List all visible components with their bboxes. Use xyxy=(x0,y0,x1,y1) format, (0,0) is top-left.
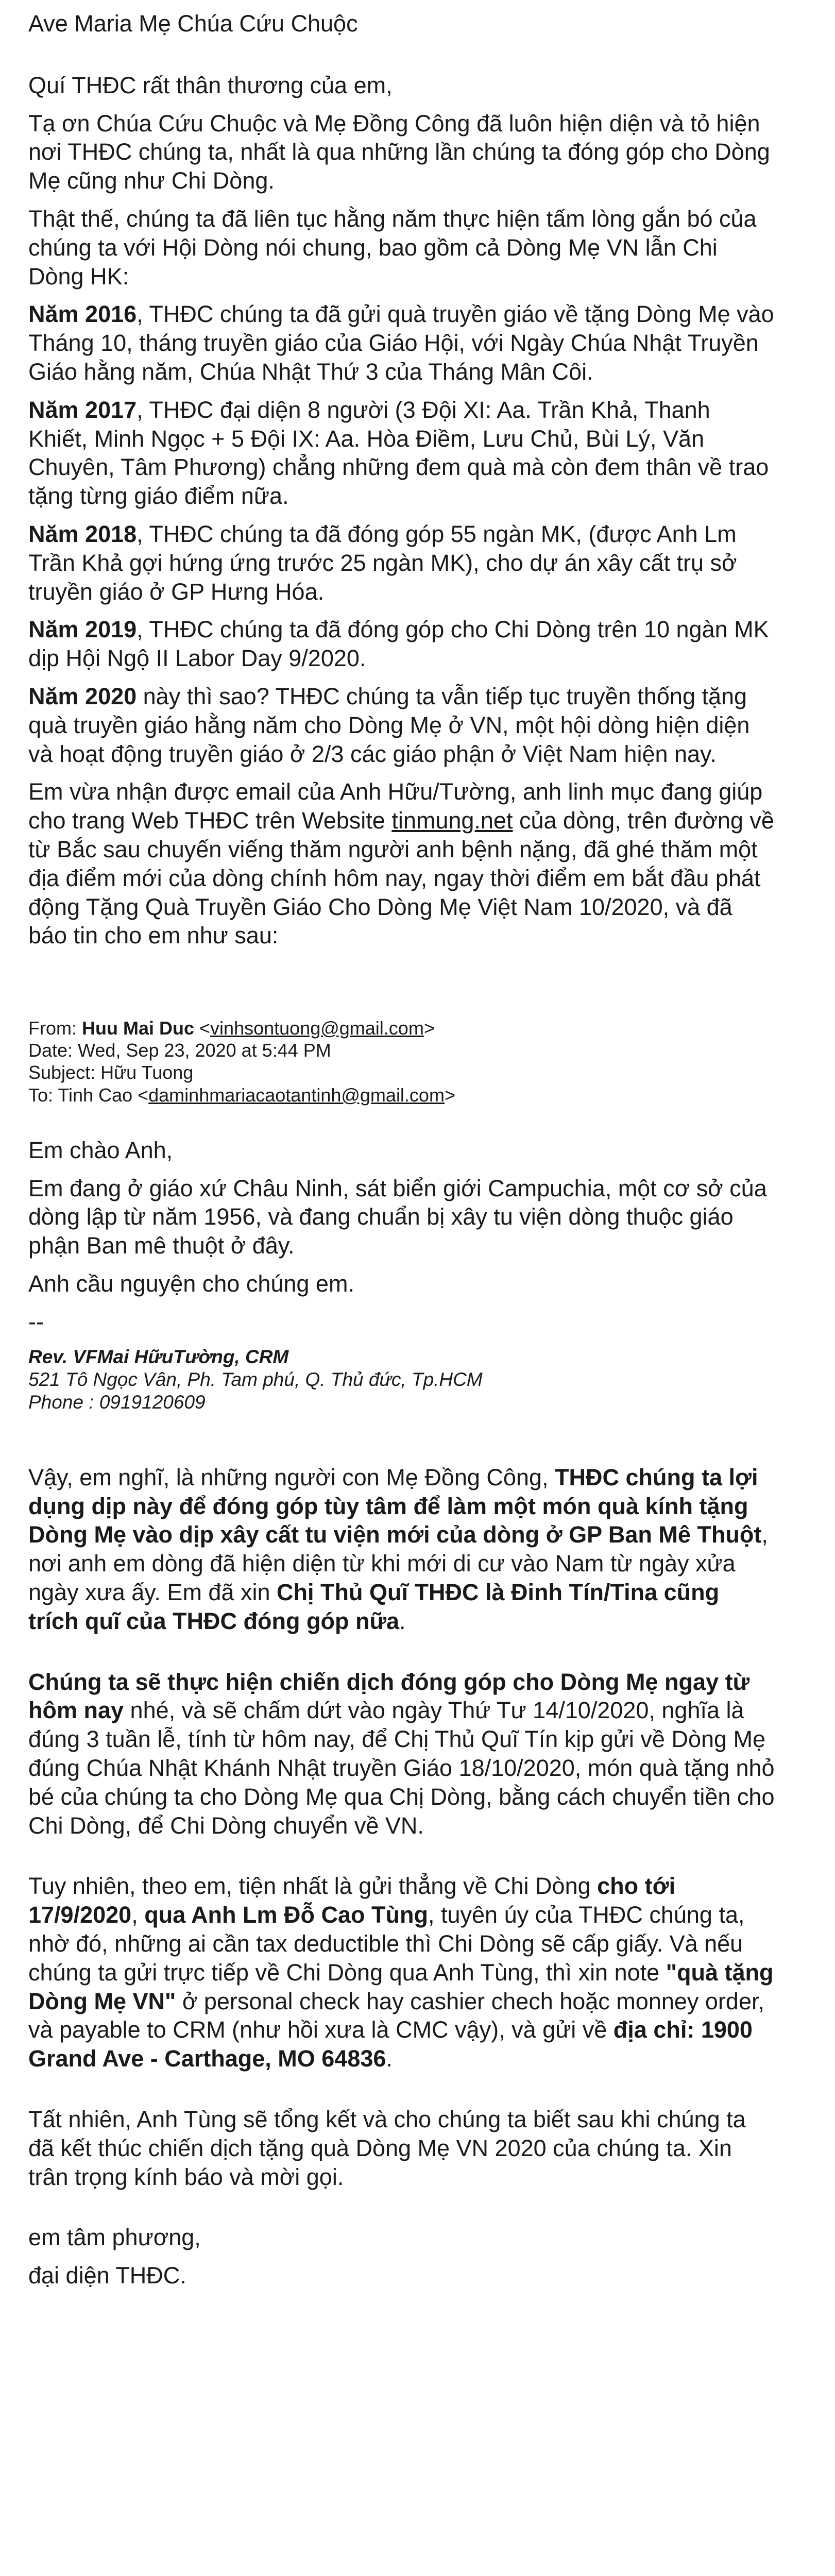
from-line: From: Huu Mai Duc <vinhsontuong@gmail.com> xyxy=(28,1018,435,1039)
email-signature xyxy=(28,1346,775,1414)
signature-phone: Phone : 0919120609 xyxy=(28,1392,206,1413)
email-content xyxy=(28,9,775,2299)
forwarded-email-header xyxy=(28,1017,775,1106)
email-message: Em đang ở giáo xứ Châu Ninh, sát biển giới Campuchia, một cơ sở của dòng lập từ năm 1956, và đang chuẩn bị xây tu viện dòng thuộc giáo phận Ban mê thuột ở đây. xyxy=(28,1175,767,1259)
year-label: Năm 2020 xyxy=(28,683,137,709)
paragraph-proposal: Vậy, em nghĩ, là những người con Mẹ Đồng Công, THĐC chúng ta lợi dụng dịp này để đóng góp tùy tâm để làm một món quà kính tặng Dòng Mẹ vào dịp xây cất tu viện mới của dòng ở GP Ban Mê Thuột, nơi anh em dòng đã hiện diện từ khi mới di cư vào Nam từ ngày xửa ngày xưa ấy. Em đã xin Chị Thủ Quĩ THĐC là Đinh Tín/Tina cũng trích quĩ của THĐC đóng góp nữa. xyxy=(28,1464,768,1634)
closing-signoff: em tâm phương, xyxy=(28,2224,201,2251)
year-2020 xyxy=(28,682,775,768)
signature-address: 521 Tô Ngọc Vân, Ph. Tam phú, Q. Thủ đức, Tp.HCM xyxy=(28,1369,483,1391)
year-text: , THĐC đại diện 8 người (3 Đội XI: Aa. Trần Khả, Thanh Khiết, Minh Ngọc + 5 Đội IX: Aa. Hòa Điềm, Lưu Chủ, Bùi Lý, Văn Chuyên, Tâm Phương) chẳng những đem quà mà còn đem thân về trao tặng từng giáo điểm nữa. xyxy=(28,396,769,510)
email-prayer: Anh cầu nguyện cho chúng em. xyxy=(28,1270,354,1297)
year-2019 xyxy=(28,615,775,673)
signature-name: Rev. VFMai HữuTường, CRM xyxy=(28,1346,289,1367)
sender-name: Huu Mai Duc xyxy=(82,1018,195,1039)
closing-representative: đại diện THĐC. xyxy=(28,2262,186,2289)
year-text: này thì sao? THĐC chúng ta vẫn tiếp tục truyền thống tặng quà truyền giáo hằng năm cho Dòng Mẹ ở VN, một hội dòng hiện diện và hoạt động truyền giáo ở 2/3 các giáo phận ở Việt Nam hiện nay. xyxy=(28,683,750,767)
to-line: To: Tinh Cao <daminhmariacaotantinh@gmail.com> xyxy=(28,1084,455,1106)
year-text: , THĐC chúng ta đã gửi quà truyền giáo về tặng Dòng Mẹ vào Tháng 10, tháng truyền giáo của Giáo Hội, với Ngày Chúa Nhật Truyền Giáo hằng năm, Chúa Nhật Thứ 3 của Tháng Mân Côi. xyxy=(28,301,774,385)
greeting: Quí THĐC rất thân thương của em, xyxy=(28,72,393,98)
year-label: Năm 2016 xyxy=(28,301,137,328)
website-link[interactable]: tinmung.net xyxy=(391,807,513,834)
year-label: Năm 2017 xyxy=(28,396,137,423)
year-2017 xyxy=(28,396,775,511)
paragraph-payment: Tuy nhiên, theo em, tiện nhất là gửi thẳng về Chi Dòng cho tới 17/9/2020, qua Anh Lm Đỗ Cao Tùng, tuyên úy của THĐC chúng ta, nhờ đó, những ai cần tax deductible thì Chi Dòng sẽ cấp giấy. Và nếu chúng ta gửi trực tiếp về Chi Dòng qua Anh Tùng, thì xin note "quà tặng Dòng Mẹ VN" ở personal check hay cashier chech hoặc monney order, và payable to CRM (như hồi xưa là CMC vậy), và gửi về địa chỉ: 1900 Grand Ave - Carthage, MO 64836. xyxy=(28,1873,774,2072)
paragraph-commitment: Thật thế, chúng ta đã liên tục hằng năm thực hiện tấm lòng gắn bó của chúng ta với Hội Dòng nói chung, bao gồm cả Dòng Mẹ VN lẫn Chi Dòng HK: xyxy=(28,205,757,290)
subject-line: Subject: Hữu Tuong xyxy=(28,1062,194,1083)
year-text: , THĐC chúng ta đã đóng góp cho Chi Dòng trên 10 ngàn MK dịp Hội Ngộ II Labor Day 9/2020. xyxy=(28,616,769,672)
paragraph-email-intro: Em vừa nhận được email của Anh Hữu/Tường, anh linh mục đang giúp cho trang Web THĐC trên Website tinmung.net của dòng, trên đường về từ Bắc sau chuyến viếng thăm người anh bệnh nặng, đã ghé thăm một địa điểm mới của dòng chính hôm nay, ngay thời điểm em bắt đầu phát động Tặng Quà Truyền Giáo Cho Dòng Mẹ Việt Nam 10/2020, và đã báo tin cho em như sau: xyxy=(28,778,774,949)
year-label: Năm 2018 xyxy=(28,520,137,547)
paragraph-intro: Tạ ơn Chúa Cứu Chuộc và Mẹ Đồng Công đã luôn hiện diện và tỏ hiện nơi THĐC chúng ta, nhất là qua những lần chúng ta đóng góp cho Dòng Mẹ cũng như Chi Dòng. xyxy=(28,110,770,194)
year-2018 xyxy=(28,520,775,606)
sender-email-link[interactable]: vinhsontuong@gmail.com xyxy=(210,1018,424,1039)
email-greeting: Em chào Anh, xyxy=(28,1137,173,1163)
year-2016 xyxy=(28,300,775,386)
year-label: Năm 2019 xyxy=(28,616,137,643)
recipient-email-link[interactable]: daminhmariacaotantinh@gmail.com xyxy=(148,1084,445,1106)
forwarded-email-body xyxy=(28,1136,775,1414)
paragraph-conclusion: Tất nhiên, Anh Tùng sẽ tổng kết và cho chúng ta biết sau khi chúng ta đã kết thúc chiến dịch tặng quà Dòng Mẹ VN 2020 của chúng ta. Xin trân trọng kính báo và mời gọi. xyxy=(28,2106,746,2190)
signature-separator: -- xyxy=(28,1308,44,1335)
date-line: Date: Wed, Sep 23, 2020 at 5:44 PM xyxy=(28,1040,331,1061)
paragraph-campaign: Chúng ta sẽ thực hiện chiến dịch đóng góp cho Dòng Mẹ ngay từ hôm nay nhé, và sẽ chấm dứt vào ngày Thứ Tư 14/10/2020, nghĩa là đúng 3 tuần lễ, tính từ hôm nay, để Chị Thủ Quĩ Tín kịp gửi về Dòng Mẹ đúng Chúa Nhật Khánh Nhật truyền Giáo 18/10/2020, món quà tặng nhỏ bé của chúng ta cho Dòng Mẹ qua Chị Dòng, bằng cách chuyển tiền cho Chi Dòng, để Chi Dòng chuyển về VN. xyxy=(28,1668,775,1839)
year-text: , THĐC chúng ta đã đóng góp 55 ngàn MK, (được Anh Lm Trần Khả gợi hứng ứng trước 25 ngàn MK), cho dự án xây cất trụ sở truyền giáo ở GP Hưng Hóa. xyxy=(28,520,737,605)
page-title: Ave Maria Mẹ Chúa Cứu Chuộc xyxy=(28,10,358,37)
